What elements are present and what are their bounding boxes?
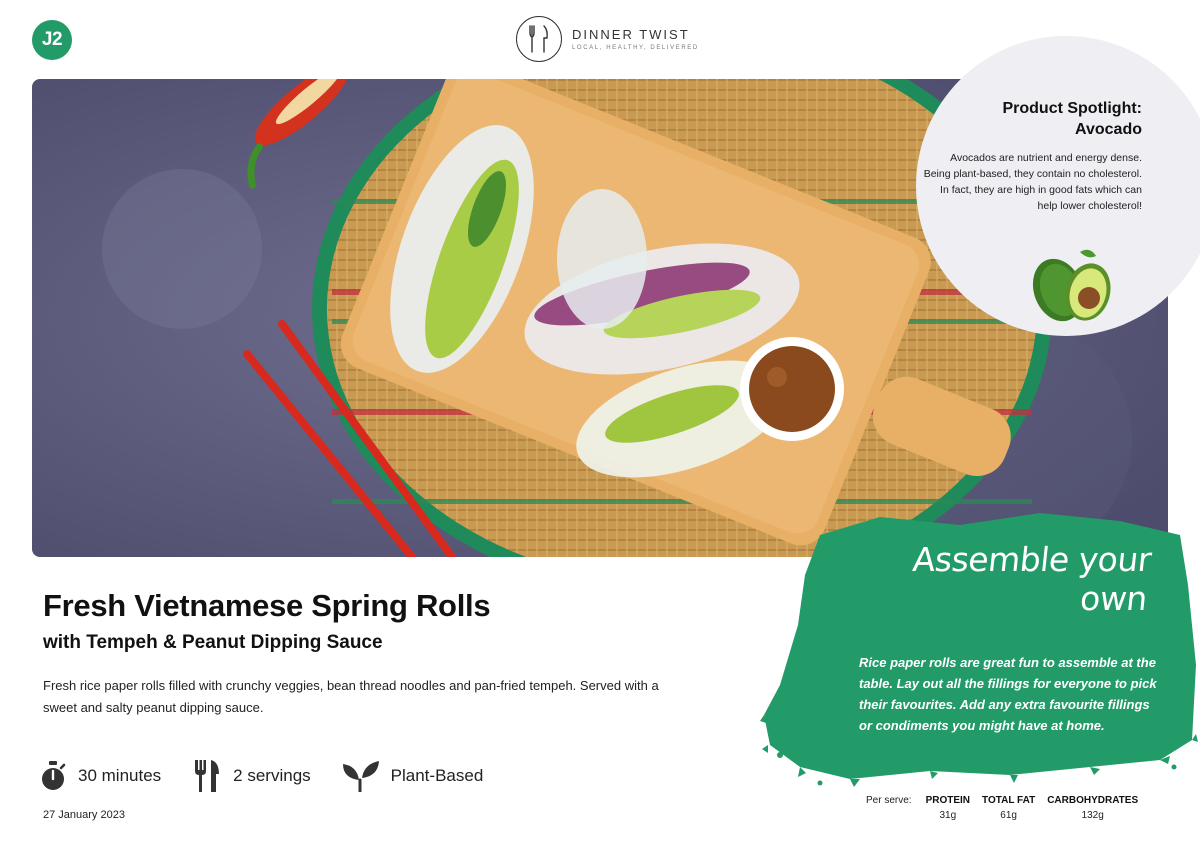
brand-logo xyxy=(516,16,699,62)
fact-diet-label: Plant-Based xyxy=(390,766,484,785)
assemble-panel xyxy=(859,540,1159,736)
recipe-date: 27 January 2023 xyxy=(43,809,125,821)
spotlight-title: Product Spotlight: Avocado xyxy=(1002,100,1142,138)
nutrition-info xyxy=(866,795,1150,821)
recipe-facts xyxy=(40,760,515,792)
recipe-code-badge xyxy=(32,20,72,60)
fact-time-label: 30 minutes xyxy=(78,766,162,785)
fact-servings-label: 2 servings xyxy=(233,766,311,785)
recipe-description: Fresh rice paper rolls filled with crunchy veggies, bean thread noodles and pan-fried tempeh. Served with a sweet and salty peanut dipping sauce. xyxy=(43,678,659,715)
fact-diet xyxy=(343,760,484,792)
recipe-title: Fresh Vietnamese Spring Rolls xyxy=(43,588,491,623)
spotlight-text: Avocados are nutrient and energy dense. Being plant-based, they contain no cholesterol. In fact, they are high in good fats which can help lower cholesterol! xyxy=(923,152,1142,212)
leaf-icon xyxy=(343,760,379,792)
fact-servings xyxy=(193,760,310,792)
recipe-subtitle: with Tempeh & Peanut Dipping Sauce xyxy=(43,632,383,653)
nutrition-protein: PROTEIN 31g xyxy=(925,795,971,821)
assemble-title: Assemble your own xyxy=(910,540,1154,618)
stopwatch-icon xyxy=(40,761,66,791)
avocado-icon xyxy=(1026,244,1118,324)
nutrition-label: Per serve: xyxy=(866,795,912,806)
nutrition-carbohydrates: CARBOHYDRATES 132g xyxy=(1047,795,1139,821)
nutrition-total-fat: TOTAL FAT 61g xyxy=(982,795,1036,821)
brand-tagline: LOCAL, HEALTHY, DELIVERED xyxy=(572,45,699,51)
fork-knife-icon xyxy=(516,16,562,62)
product-spotlight xyxy=(916,36,1200,336)
assemble-text: Rice paper rolls are great fun to assemble at the table. Lay out all the fillings for everyone to pick their favourites. Add any extra favourite fillings or condiments you might have at home. xyxy=(859,655,1157,733)
brand-name: DINNER TWIST xyxy=(572,27,690,42)
recipe-code: J2 xyxy=(41,29,63,50)
fork-knife-icon xyxy=(193,760,221,792)
fact-time xyxy=(40,761,161,791)
